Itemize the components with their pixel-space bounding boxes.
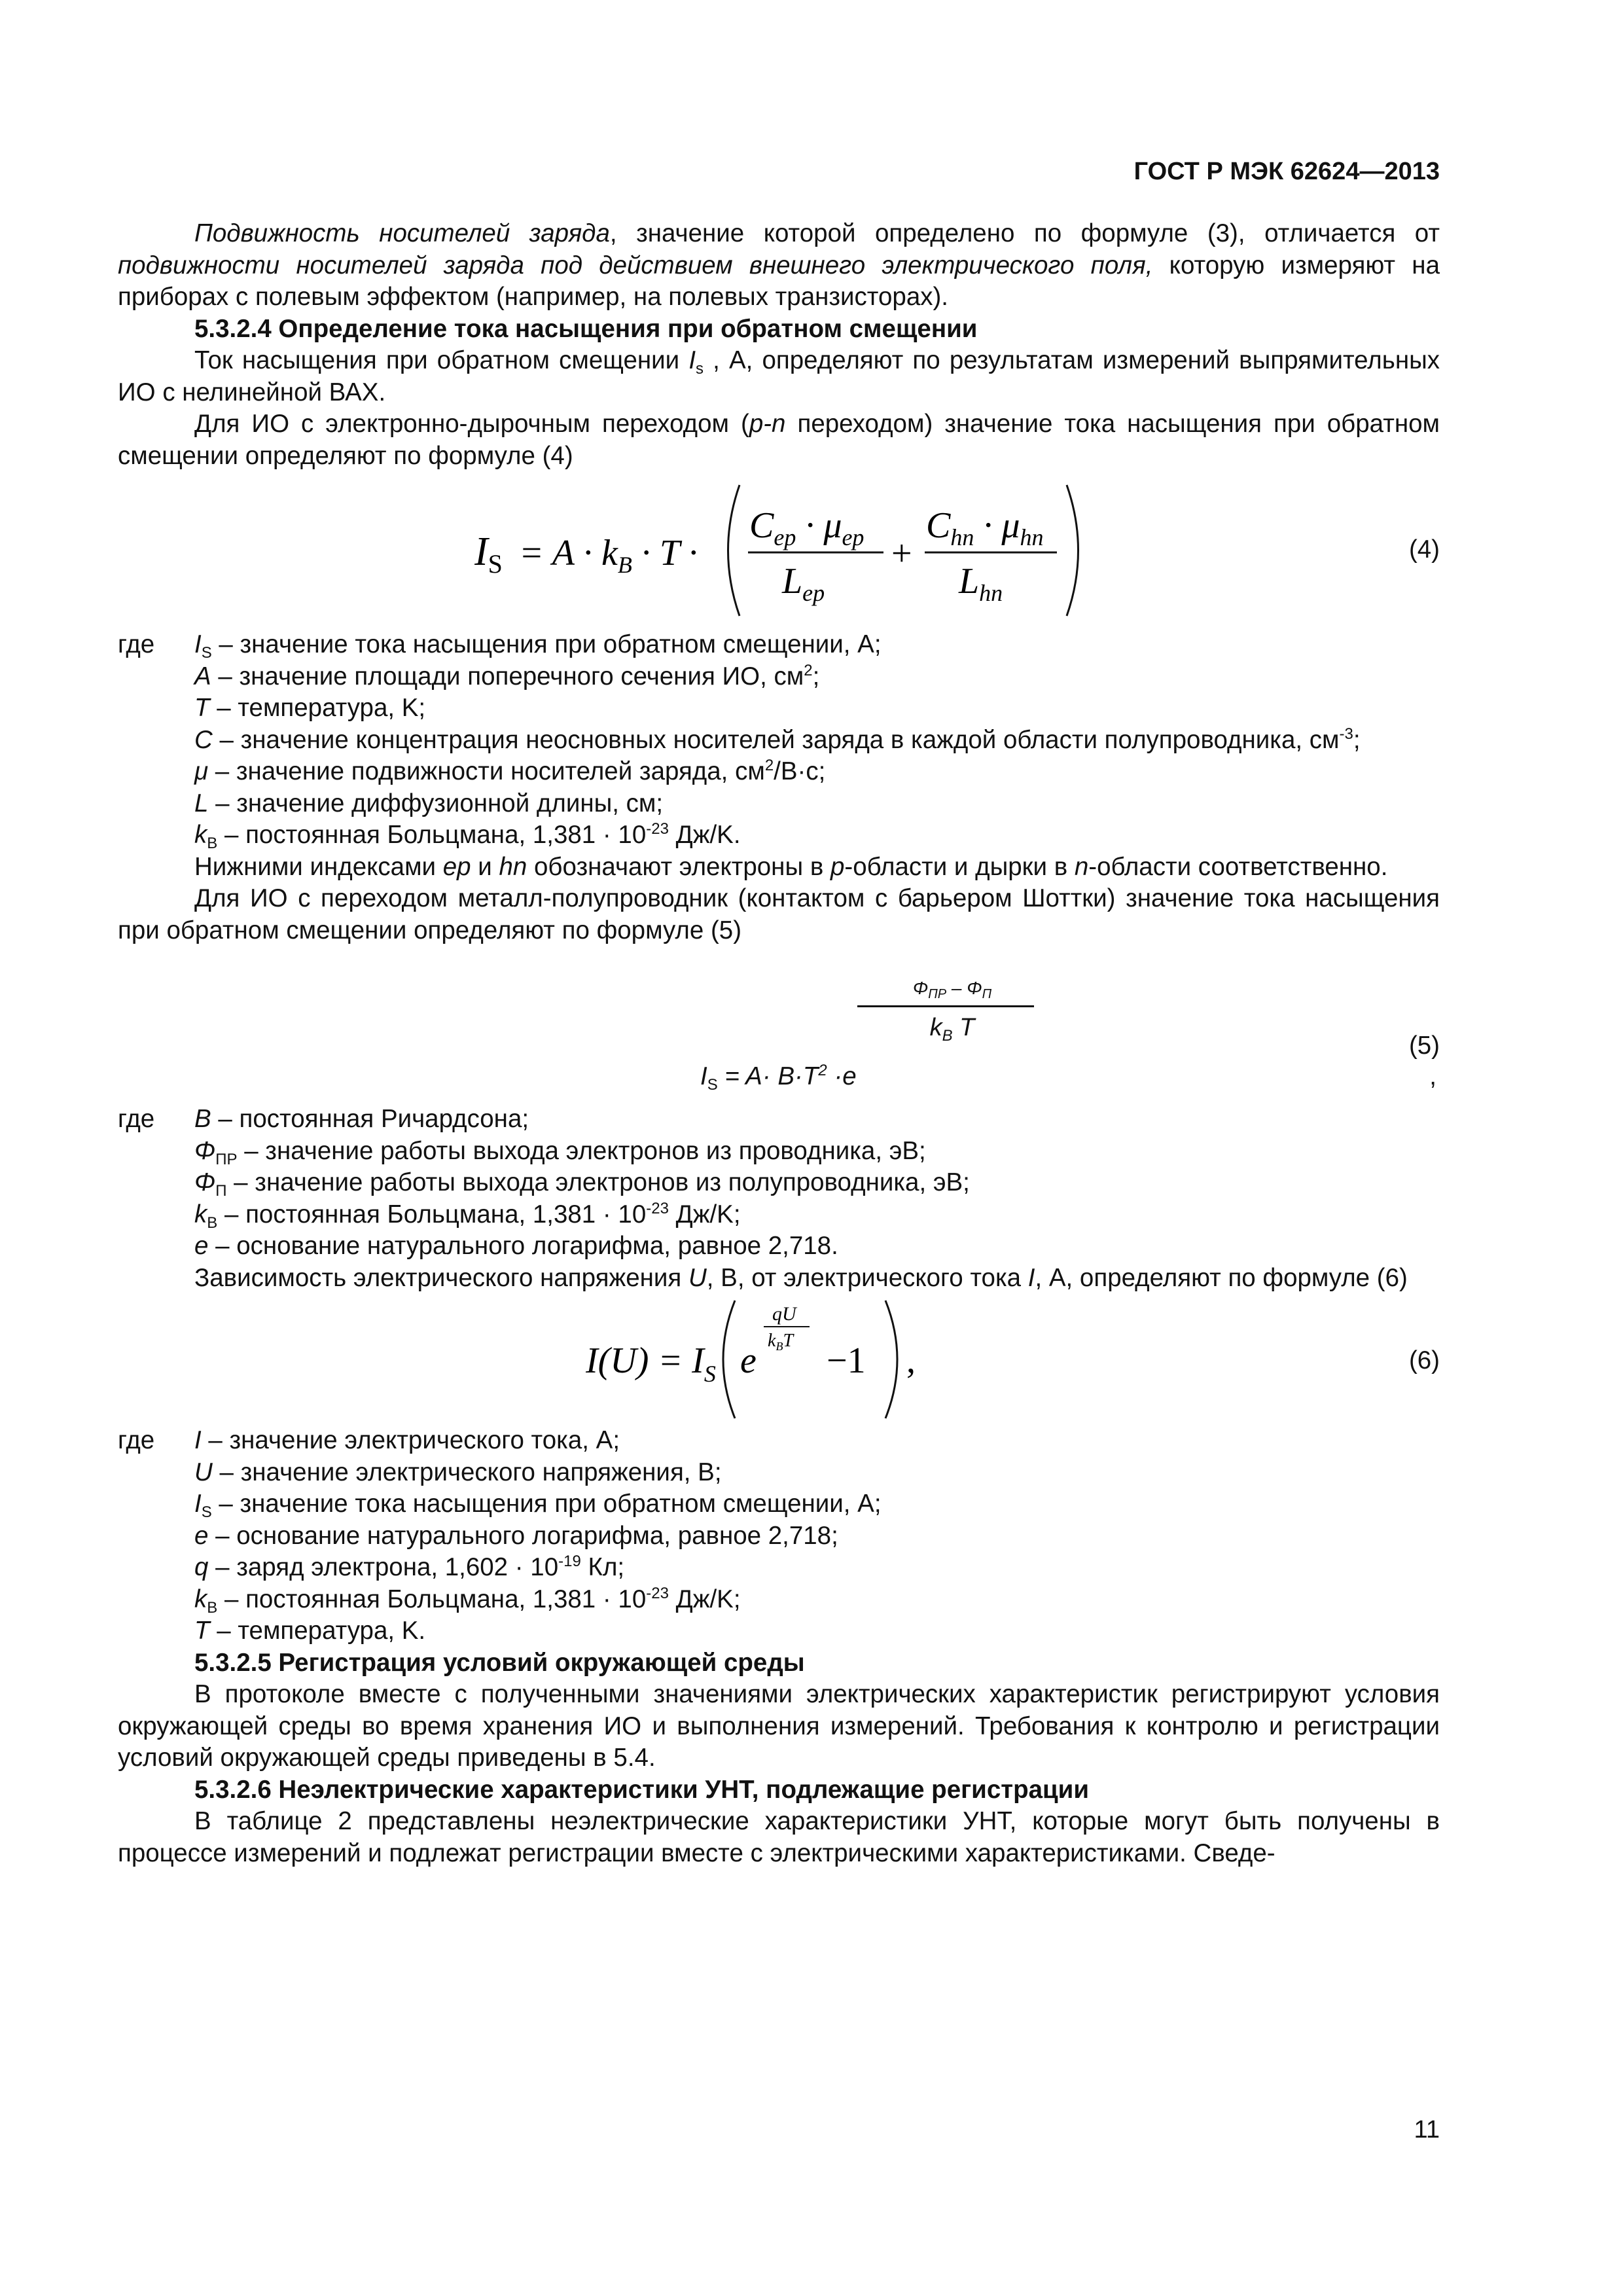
paragraph-schottky: Для ИО с переходом металл-полупроводник (контактом с барьером Шоттки) значение тока насыщения при обратном смещении определяют по формуле (5) [118,884,1440,944]
formula-6-exp-base: e [740,1340,757,1381]
paragraph-mobility: Подвижность носителей заряда, значение которой определено по формуле (3), отличается от подвижности носителей заряда под действием внешнего электрического поля, которую измеряют на приборах с полевым эффектом (например, на полевых транзисторах). [118,219,1440,311]
definition-item: μ – значение подвижности носителей заряда, $см^2/В\cdot с$; [194,757,826,785]
paragraph-saturation-current: Ток насыщения при обратном смещении $I_s$ , А, определяют по результатам измерений выпрямительных ИО с нелинейной ВАХ. [118,346,1440,406]
formula-4-numerator-2: $C_{hn} \cdot \mu_{hn}$ [926,505,1044,550]
formula-6-comma: , [906,1340,916,1381]
paragraph-environment: В протоколе вместе с полученными значениями электрических характеристик регистрируют условия окружающей среды во время хранения ИО и выполнения измерений. Требования к контролю и регистрации условий окружающей среды приведены в 5.4. [118,1680,1440,1772]
definition-item: e – основание натурального логарифма, равное 2,718; [194,1521,838,1550]
definition-item: U – значение электрического напряжения, В; [194,1458,722,1486]
definition-item: C – значение концентрация неосновных носителей заряда в каждой области полупроводника, $см^{-3}$; [194,725,1361,754]
where-list-formula-5 [118,1103,1440,1263]
where-label: где [118,1105,155,1133]
definition-item: $\Phi_П$ – значение работы выхода электронов из полупроводника, эВ; [194,1168,970,1200]
formula-4-right-paren [1067,485,1079,616]
definition-item: L – значение диффузионной длины, см; [194,789,664,817]
section-heading-5-3-2-5: 5.3.2.5 Регистрация условий окружающей среды [194,1648,805,1677]
formula-4-rhs-prefix: = $A \cdot k_B \cdot T$ · [519,533,698,578]
formula-5-main: $I_S = A\cdot B\cdot T^2 \cdot e$ [700,1062,857,1094]
formula-5-exponent-bar [857,1005,1034,1007]
where-list-formula-6 [118,1425,1440,1647]
definition-item: e – основание натурального логарифма, равное 2,718. [194,1232,838,1260]
document-header: ГОСТ Р МЭК 62624—2013 [1133,158,1440,185]
page-number: 11 [1414,2116,1440,2144]
paragraph-pn-junction: Для ИО с электронно-дырочным переходом (p-n переходом) значение тока насыщения при обратном смещении определяют по формуле (4) [118,410,1440,470]
italic-term: Подвижность носителей заряда [194,219,610,247]
formula-4-number: (4) [1408,535,1440,564]
formula-6-lhs: $I(U) = I_S$ [586,1340,716,1387]
formula-4-plus: + [891,533,912,574]
italic-term: подвижности носителей заряда под действием внешнего электрического поля, [118,251,1153,279]
where-list-formula-4 [118,629,1440,852]
formula-6 [118,1294,1440,1425]
definition-item: $\Phi_{ПР}$ – значение работы выхода электронов из проводника, эВ; [194,1136,926,1168]
formula-5-exponent-numerator: $\Phi_{ПР} - \Phi_П$ [912,978,992,1001]
section-heading-5-3-2-6: 5.3.2.6 Неэлектрические характеристики УНТ, подлежащие регистрации [194,1775,1090,1804]
section-heading-5-3-2-4: 5.3.2.4 Определение тока насыщения при обратном смещении [194,314,978,343]
definition-item: $k_B$ – постоянная Больцмана, $1,381 \cdot 10^{-23}$ Дж/K; [194,1584,741,1617]
formula-4-denominator-2: $L_{hn}$ [959,561,1003,606]
definition-item: $I_S$ – значение тока насыщения при обратном смещении, А; [194,1490,882,1521]
formula-6-exp-numerator: qU [772,1303,796,1325]
formula-5-comma: , [1429,1062,1436,1090]
formula-6-number: (6) [1408,1346,1440,1374]
formula-4-denominator-1: $L_{ep}$ [782,561,825,606]
definition-item: I – значение электрического тока, А; [194,1426,620,1454]
definition-item: T – температура, K. [194,1617,426,1645]
formula-6-right-paren [885,1300,897,1418]
formula-6-minus-one: −1 [827,1340,866,1381]
formula-6-graphic [586,1294,939,1425]
definition-item: $k_B$ – постоянная Больцмана, $1,381 \cdot 10^{-23}$ Дж/K. [194,820,741,852]
where-label: где [118,630,155,658]
formula-5-number: (5) [1408,1031,1440,1060]
formula-6-left-paren [723,1300,735,1418]
where-label: где [118,1426,155,1454]
definition-item: T – температура, K; [194,694,426,722]
definition-item: B – постоянная Ричардсона; [194,1105,529,1133]
definition-item: $I_S$ – значение тока насыщения при обратном смещении, А; [194,630,882,662]
document-body [118,218,1440,1869]
definition-item: $k_B$ – постоянная Больцмана, $1,381 \cdot 10^{-23}$ Дж/K; [194,1199,741,1232]
paragraph-non-electrical: В таблице 2 представлены неэлектрические характеристики УНТ, которые могут быть получены в процессе измерений и подлежат регистрации вместе с электрическими характеристиками. Сведе- [118,1807,1440,1867]
paragraph-voltage-dependence: Зависимость электрического напряжения U, В, от электрического тока I, А, определяют по формуле (6) [194,1263,1408,1292]
formula-5-exponent-denominator: $k_B$ T [929,1014,975,1045]
formula-5 [118,946,1440,1103]
formula-4 [118,472,1440,629]
definition-item: q – заряд электрона, $1,602 \cdot 10^{-19}$ Кл; [194,1552,625,1581]
formula-4-numerator-1: $C_{ep} \cdot \mu_{ep}$ [749,505,865,550]
formula-4-graphic [474,472,1129,629]
formula-4-lhs: IS [474,529,503,579]
paragraph-indices: Нижними индексами ep и hn обозначают электроны в p-области и дырки в n-области соответственно. [194,852,1388,881]
definition-item: A – значение площади поперечного сечения ИО, $см^2$; [194,661,820,691]
formula-4-left-paren [728,485,740,616]
formula-6-exp-denominator: $k_BT$ [768,1331,794,1353]
